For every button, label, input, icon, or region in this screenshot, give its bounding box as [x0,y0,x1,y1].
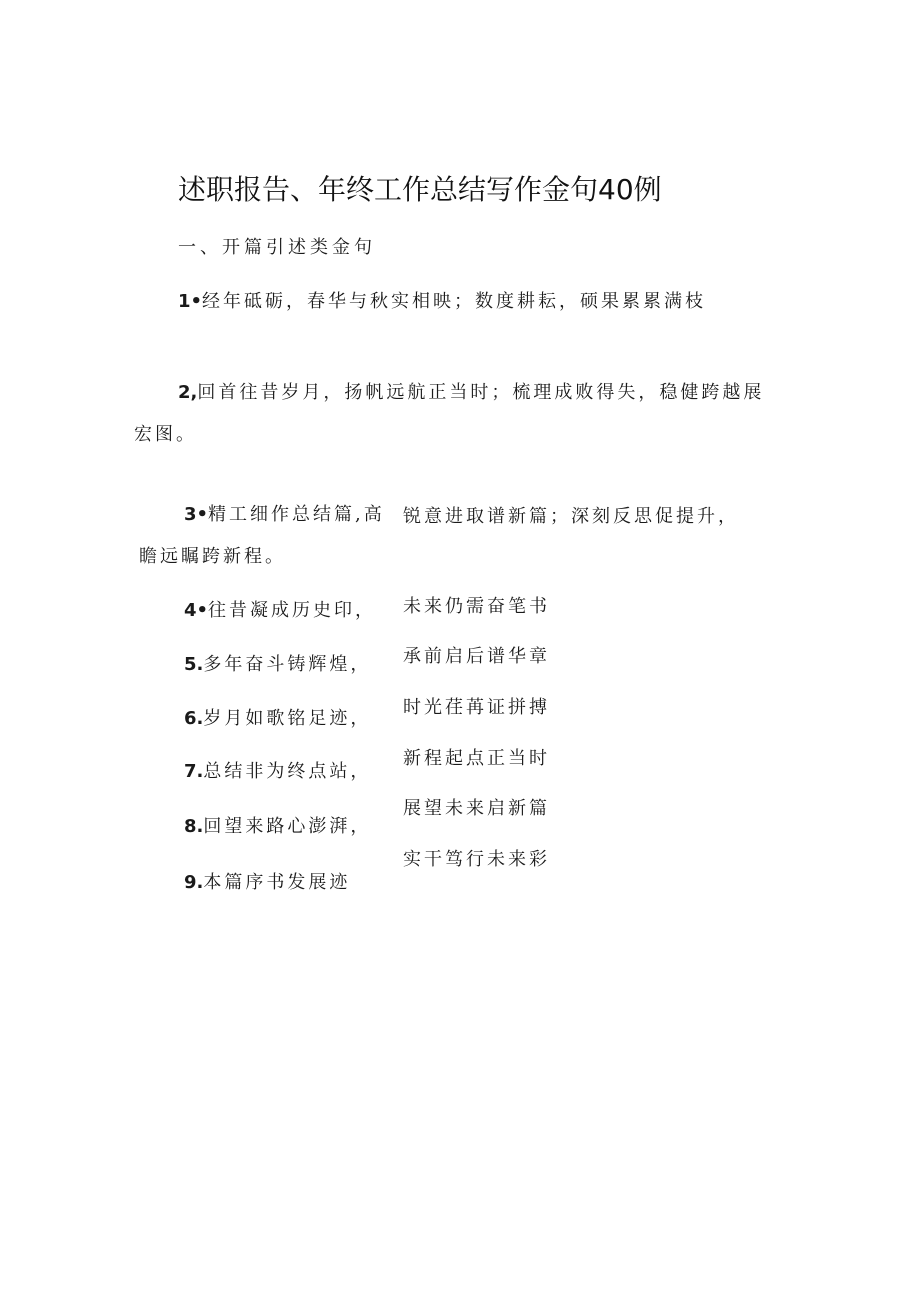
list-item-continuation: 瞻远瞩跨新程。 [139,546,286,567]
list-item [178,287,706,313]
list-item [184,757,371,783]
list-item [178,378,764,404]
list-item [184,650,371,676]
item-number: 5. [184,654,204,675]
list-item [184,596,376,622]
item-number: 6. [184,708,204,729]
item-text-right: 锐意进取谱新篇；深刻反思促提升， [403,506,739,527]
item-number: 3• [184,504,209,525]
item-number: 4• [184,600,209,621]
item-text-left: 回望来路心澎湃， [203,816,372,837]
item-text-left: 总结非为终点站， [203,761,372,782]
section-heading: 一、开篇引述类金句 [178,237,376,258]
item-text-right: 时光荏苒证拼搏 [403,697,550,718]
item-text-right: 展望未来启新篇 [403,798,550,819]
item-text-right: 未来仍需奋笔书 [403,596,550,617]
list-item [184,868,350,894]
document-title: 述职报告、年终工作总结写作金句40例 [178,173,662,206]
item-text-left: 多年奋斗铸辉煌， [203,654,372,675]
item-text: 回首往昔岁月，扬帆远航正当时；梳理成败得失，稳健跨越展 [197,382,765,403]
item-number: 7. [184,761,204,782]
item-text-left: 往昔凝成历史印， [208,600,377,621]
list-item [184,812,371,838]
item-number: 9. [184,872,204,893]
list-item [184,704,371,730]
item-text-right: 实干笃行未来彩 [403,849,550,870]
item-number: 2, [178,382,198,403]
item-text: 经年砥砺，春华与秋实相映；数度耕耘，硕果累累满枝 [202,291,707,312]
list-item [184,500,385,526]
item-number: 1• [178,291,203,312]
item-text-right: 承前启后谱华章 [403,646,550,667]
item-number: 8. [184,816,204,837]
item-text-left: 岁月如歌铭足迹， [203,708,372,729]
list-item-continuation: 宏图。 [134,424,197,445]
item-text-left: 本篇序书发展迹 [203,872,351,893]
item-text-left: 精工细作总结篇,高 [208,504,385,525]
truncated-line-clip [170,864,570,893]
item-text-right: 新程起点正当时 [403,748,550,769]
